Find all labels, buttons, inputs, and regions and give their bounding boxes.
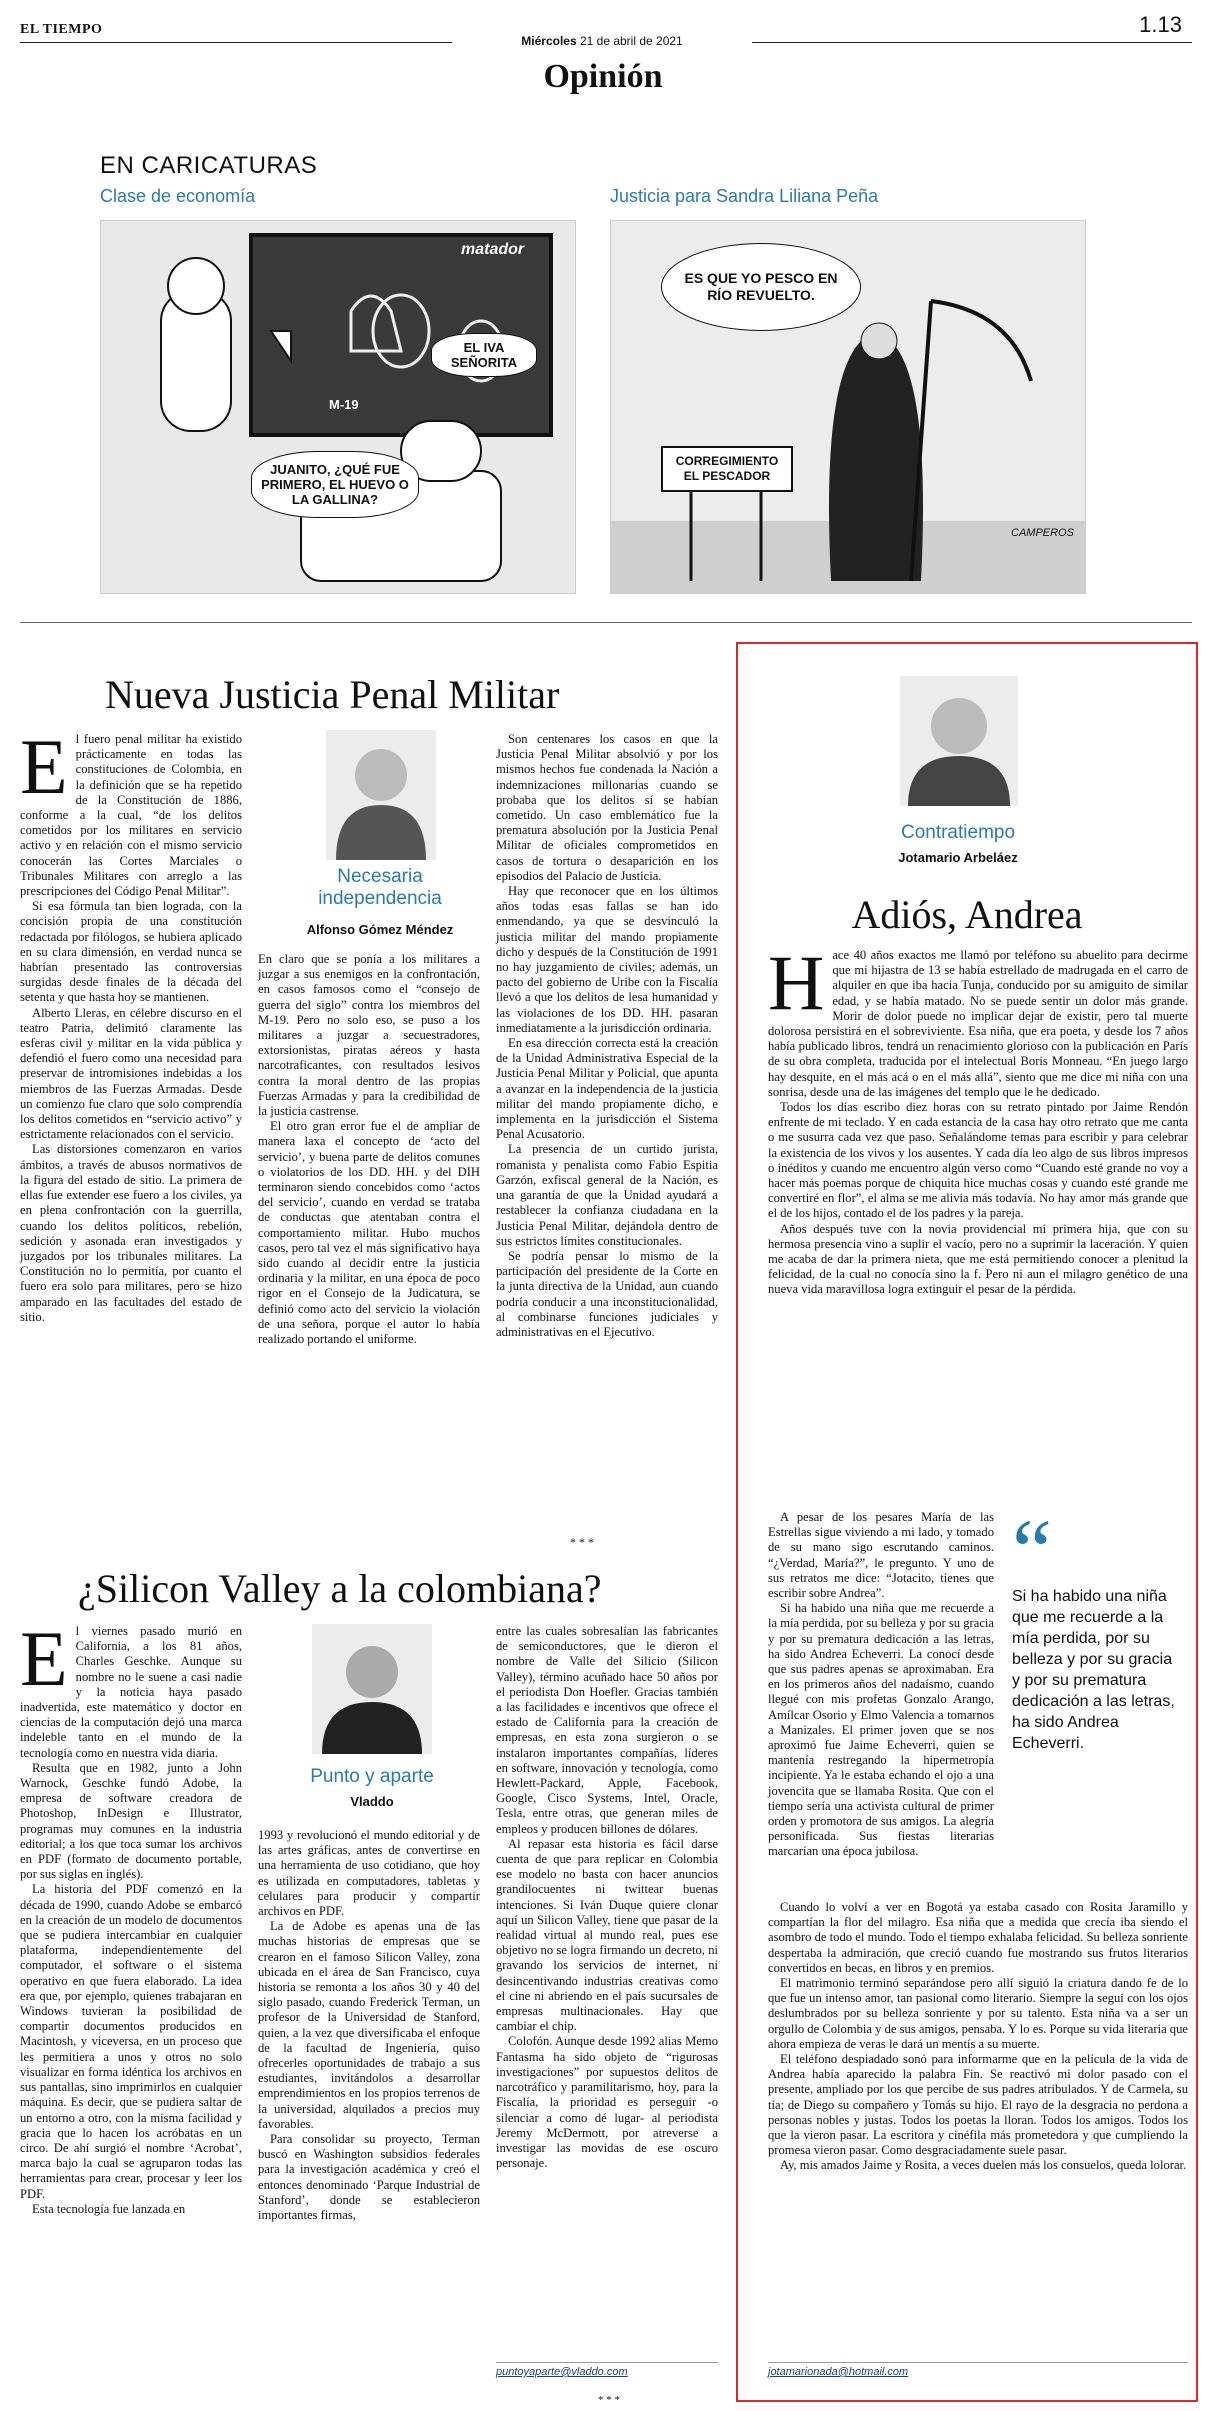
article3-pull-quote: Si ha habido una niña que me recuerde a la mía perdida, por su belleza y por su gracia y por su prematura dedicación a las letras, ha sido Andrea Echeverri. (1012, 1588, 1175, 1752)
article3-paragraph: Años después tuve con la novia providencial mi primera hija, que con su hermosa presencia vino a suplir el vacío, pero no a suprimir la laceración. Y quien me acaba de dar la primera nieta, que me está permitiendo conocer a plenitud la felicidad, de la cual no conocía sino la f. Pero ni aun el milagro genético de una nueva vida maravillosa logra extinguir el pesar de la pérdida. (768, 1221, 1188, 1297)
article1-paragraph: Hay que reconocer que en los últimos años todas esas fallas se han ido enmendando, ya que se desvinculó la justicia militar del mando propiamente dicho y después de la Constitución de 1991 no hay juzgamiento de civiles; además, un pacto del gobierno de Uribe con la Fiscalía llevó a que los delitos de lesa humanidad y las violaciones de los DD. HH. pasaran inmediatamente a la jurisdicción ordinaria. (496, 884, 718, 1035)
author-photo-vladdo-portrait (312, 1624, 432, 1754)
article3-paragraph: El teléfono despiadado sonó para informarme que en la película de la vida de Andrea había aparecido la palabra Fin. Se reactivó mi dolor pasado con el presente, ampliado por los que percibe de sus padres atribulados. Y de Carmela, su tía; de Diego su compañero y Tomás su hijo. El rayo de la desgracia no perdona a personas nobles y justas. Todos los poetas la lloran. Todos los amigos. Todos los que la vieron pasar. La escritora y cinéfila más prometedora y que cumpliendo la promesa vieron pasar. Como desgraciadamente suele pasar. (768, 2052, 1188, 2158)
article1-drop-cap: E (20, 723, 68, 810)
header-rule-left (20, 42, 452, 43)
cartoon-right[interactable] (610, 220, 1086, 594)
article1-paragraph: El otro gran error fue el de ampliar de manera laxa el concepto de ‘acto del servicio’, y buena parte de delitos comunes o violatorios de los DD. HH. y del DIH terminaron siendo concebidos como ‘actos del servicio’, cuando en verdad se trataba de conductas que atentaban contra el comportamiento militar. Hubo muchos casos, pero tal vez el más significativo haya sido cuando al decidir entre la justicia ordinaria y la militar, en una época de poco rigor en el Consejo de la Judicatura, se definió como acto del servicio la violación de una señora, porque el autor lo había realizado portando el uniforme. (258, 1119, 480, 1347)
article2-paragraph: Para consolidar su proyecto, Terman buscó en Washington subsidios federales para la investigación académica y creó el entonces denominado ‘Parque Industrial de Stanford’, donde se establecieron importantes firmas, (258, 2132, 480, 2223)
article1-paragraph: Se podría pensar lo mismo de la participación del presidente de la Corte en la junta directiva de la Unidad, aun cuando podría conducir a una inconstitucionalidad, al combinarse funciones judiciales y administrativas en el Ejecutivo. (496, 1248, 718, 1339)
article1-paragraph: En esa dirección correcta está la creación de la Unidad Administrativa Especial de la Justicia Penal Militar y Policial, que apunta a avanzar en la independencia de la justicia militar del mando propiamente dicho, e implementa en la jurisdicción el Sistema Penal Acusatorio. (496, 1036, 718, 1142)
cartoon-left-signature: matador (461, 241, 525, 258)
section-title: Opinión (543, 58, 663, 95)
masthead-brand[interactable]: EL TIEMPO (20, 22, 103, 37)
article2-email-link[interactable]: puntoyaparte@vladdo.com (496, 2366, 628, 2378)
caricaturas-divider (20, 622, 1192, 623)
article3-paragraph: Cuando lo volví a ver en Bogotá ya estaba casado con Rosita Jaramillo y compartían la flor del milagro. Esa niña que a medida que crecía iba siendo el asombro de todo el mundo. Todo el tiempo exhalaba felicidad. Su belleza sonriente despertaba la admiración, que creció cuando fue mostrando sus frutos literarios convertidos en becas, en libros y en premios. (768, 1900, 1188, 1975)
article2-drop-cap: E (20, 1615, 68, 1702)
article2-col2 (258, 1828, 480, 2223)
article3-paragraph: Si ha habido una niña que me recuerde a la mía perdida, por su belleza y por su gracia y por su prematura dedicación a las letras, ha sido Andrea Echeverri. La conocí desde que sus padres apenas se aproximaban. Era en los primeros años del nadaísmo, cuando llegué con mis profetas Gonzalo Arango, Amílcar Osorio y Elmo Valencia a tomarnos a Manizales. El primer joven que se nos aproximó fue Jaime Echeverri, quien se mantenía restregando la hipermetropía incipiente. Ya le estaba echando el ojo a una jovencita que se llamaba Rosita. Que con el tiempo sería una activista cultural de primer orden y promotora de sus amigos. La alegría personificada. Sus fiestas literarias marcarían una época jubilosa. (768, 1601, 994, 1859)
article2-paragraph: 1993 y revolucionó el mundo editorial y de las artes gráficas, antes de convertirse en una herramienta de uso cotidiano, que hoy es utilizada en computadores, tabletas y celulares para producir y compartir archivos en PDF. (258, 1828, 480, 1919)
article1-col3 (496, 732, 718, 1340)
author-photo-vladdo (312, 1624, 432, 1754)
article2-paragraph: Esta tecnología fue lanzada en (32, 2201, 186, 2216)
article1-paragraph: Las distorsiones comenzaron en varios ámbitos, a través de abusos normativos de la figura del estado de sitio. La primera de ellas fue extender ese fuero a los civiles, ya en plena confrontación con la guerrilla, cuando los delitos políticos, rebelión, sedición y asonada eran investigados y juzgados por los tribunales militares. La Constitución no lo permitía, por cuanto el fuero era solo para militares, pero se hizo amparado en las facultades del estado de sitio. (20, 1142, 242, 1324)
article2-paragraph: La historia del PDF comenzó en la década de 1990, cuando Adobe se embarcó en la creación de un modelo de documentos que se pudiera intercambiar en cualquier plataforma, independientemente del computador, el software o el sistema operativo en que fuera elaborado. La idea era que, por ejemplo, quienes trabajaran en Windows tuvieran la posibilidad de compartir documentos producidos en Macintosh, y viceversa, en un proceso que les permitiera a unos y otros no solo visualizar en forma idéntica los archivos en sus pantallas, sino imprimirlos en cualquier máquina. Es decir, que se pudiera saltar de un entorno a otro, con la misma facilidad y gracia que lo hacen los acróbatas en un circo. De ahí surgió el nombre ‘Acrobat’, marca bajo la cual se agruparon todas las herramientas para crear, procesar y leer los PDF. (20, 1882, 242, 2201)
article1-col2 (258, 952, 480, 1347)
article2-col1 (20, 1615, 242, 2217)
author-photo-jotamario-portrait (900, 676, 1018, 806)
article2-paragraph: Colofón. Aunque desde 1992 alias Memo Fantasma ha sido objeto de “rigurosas investigaciones” por supuestos delitos de narcotráfico y paramilitarismo, hoy, para la Fiscalía, la prioridad es perseguir -o silenciar a como dé lugar- al periodista Jeremy McDermott, por atreverse a investigar las movidas de ese oscuro personaje. (496, 2034, 718, 2171)
cartoon-left-speech: JUANITO, ¿QUÉ FUE PRIMERO, EL HUEVO O LA GALLINA? (251, 451, 419, 518)
author-photo-alfonso (326, 730, 436, 860)
article2-paragraph: La de Adobe es apenas una de las muchas historias de empresas que se crearon en el famoso Silicon Valley, zona ubicada en el área de San Francisco, cuya historia se remonta a los años 30 y 40 del siglo pasado, cuando Frederick Terman, un profesor de la Universidad de Stanford, quien, a la vez que diversificaba el enfoque de la facultad de Ingeniería, quiso ofrecerles oportunidades de trabajo a sus estudiantes, invitándolos a desarrollar emprendimientos en los propios terrenos de la universidad, alquilados a precios muy favorables. (258, 1919, 480, 2131)
cartoon-left[interactable] (100, 220, 576, 594)
cartoon-left-board-number: M-19 (329, 397, 359, 412)
article3-paragraph: ace 40 años exactos me llamó por teléfono su abuelito para decirme que mi hijastra de 13 se había estrellado de madrugada en el carro de alquiler en que iba hacia Tunja, conducido por su amiguito de similar edad, y se había matado. No se puede sentir un dolor más grande. Morir de dolor puede no implicar dejar de existir, pero tal muerte dolorosa persistirá en el sobreviviente. Esa niña, que era poeta, y desde los 7 años había publicado libros, tendrá un renacimiento glorioso con la publicación en París de su obra completa, traducida por el intelectual Boris Monneau. “En juego largo hay desquite, en el más acá o en el más allá”, siento que me dice mi niña con una sonrisa, desde una de las imágenes del templo que le he dedicado. (768, 948, 1188, 1099)
article1-author: Alfonso Gómez Méndez (306, 922, 454, 937)
article3-title[interactable]: Adiós, Andrea (851, 892, 1083, 937)
article3-author: Jotamario Arbeláez (898, 850, 1018, 865)
article1-col1 (20, 723, 242, 1325)
article3-quote-mark: “ (1012, 1502, 1052, 1601)
article3-column-tag: Contratiempo (900, 822, 1016, 843)
article2-col3 (496, 1624, 718, 2171)
article2-paragraph: Resulta que en 1982, junto a John Warnock, Geschke fundó Adobe, la empresa de software creadora de Photoshop, InDesign e Illustrator, programas muy comunes en la industria editorial; a los que toca sumar los archivos en PDF (formato de documento portable, por sus siglas en inglés). (20, 1760, 242, 1882)
header-rule-right (752, 42, 1192, 43)
article3-email-rule (768, 2362, 1188, 2363)
page-number: 1.13 (1139, 12, 1182, 37)
article2-paragraph: l viernes pasado murió en California, a los 81 años, Charles Geschke. Aunque su nombre no le suene a casi nadie y la noticia haya pasado inadvertida, este matemático y doctor en ciencias de la computación dejó una marca indeleble tanto en el mundo de la tecnología como en nuestra vida diaria. (20, 1624, 242, 1760)
article2-paragraph: Al repasar esta historia es fácil darse cuenta de que para replicar en Colombia ese modelo no basta con hacer anuncios grandilocuentes ni twittear buenas intenciones. Si Iván Duque quiere clonar aquí un Silicon Valley, tiene que pasar de la realidad virtual al mundo real, pues ese objetivo no se logra firmando un decreto, ni gravando los servicios de internet, ni desincentivando industrias creativas como el cine ni abriendo en el país sucursales de empresas multinacionales. Hay que cambiar el chip. (496, 1836, 718, 2034)
article1-paragraph: La presencia de un curtido jurista, romanista y penalista como Fabio Espitia Garzón, exfiscal general de la Nación, es una garantía de que la Unidad ayudará a restablecer la confianza ciudadana en la Justicia Penal Militar, dejándola dentro de sus estrictos límites constitucionales. (496, 1142, 718, 1248)
cartoon-left-title: Clase de economía (100, 186, 256, 206)
author-photo-jotamario (900, 676, 1018, 806)
cartoon-right-title: Justicia para Sandra Liliana Peña (610, 186, 879, 206)
header-date-day: Miércoles (521, 34, 577, 48)
article3-drop-cap: H (768, 939, 825, 1026)
article1-paragraph: l fuero penal militar ha existido prácticamente en todas las constituciones de Colombia, en la definición que se ha repetido de la Constitución de 1886, conforme a la cual, “de los delitos cometidos por los militares en servicio activo y en relación con el mismo servicio conocerán las Cortes Marciales o Tribunales Militares con arreglo a las prescripciones del Código Penal Militar”. (20, 732, 242, 899)
author-photo-alfonso-portrait (326, 730, 436, 860)
article1-paragraph: Si esa fórmula tan bien lograda, con la concisión propia de una constitución redactada por filólogos, se hubiera aplicado en su clara dimensión, en verdad nunca se habrían presentado las controversias surgidas desde finales de la década del setenta y que hasta hoy se mantienen. (20, 899, 242, 1005)
cartoon-right-sign: CORREGIMIENTO EL PESCADOR (661, 446, 793, 492)
article2-email-rule (496, 2362, 718, 2363)
article1-title[interactable]: Nueva Justicia Penal Militar (105, 672, 560, 717)
article3-email-link[interactable]: jotamarionada@hotmail.com (768, 2366, 909, 2378)
article1-ornament: * * * (570, 1535, 594, 1549)
header-date-rest: 21 de abril de 2021 (579, 34, 683, 48)
article2-ornament: * * * (598, 2394, 620, 2406)
caricaturas-heading: EN CARICATURAS (100, 152, 318, 179)
article2-author: Vladdo (350, 1794, 394, 1809)
article2-title[interactable]: ¿Silicon Valley a la colombiana? (78, 1566, 602, 1611)
cartoon-right-speech: ES QUE YO PESCO EN RÍO REVUELTO. (661, 243, 861, 331)
article1-paragraph: Son centenares los casos en que la Justicia Penal Militar absolvió y por los mismos hechos fue condenada la Nación a indemnizaciones millonarias cuando se probaba que los delitos sí se habían cometido. Un caso emblemático fue la prematura absolución por la Justicia Penal Militar de oficiales comprometidos en casos de tortura o desaparición en los episodios del Palacio de Justicia. (496, 732, 718, 883)
article3-paragraph: Todos los días escribo diez horas con su retrato pintado por Jaime Rendón enfrente de mi teclado. Y en cada estancia de la casa hay otro retrato que me canta o me susurra cada vez que paso. Señalándome temas para escribir y para celebrar la existencia de los vivos y los ausentes. Y cada día leo algo de sus libros impresos o inéditos y cuando me encuentro algún verso como “Cuando esté grande no voy a hacer más poemas porque de chiquita hice muchas cosas y cuando esté grande me convertiré en flor”, el alma se me alivia más todavía. No hay amor más grande que el de los hijos, contado el de los padres y la pareja. (768, 1100, 1188, 1221)
article3-body-narrow (768, 1510, 994, 1860)
article3-paragraph: El matrimonio terminó separándose pero allí siguió la criatura dando fe de lo que fue un intenso amor, tan pasional como literario. Siempre la seguí con los ojos deslumbrados por su belleza sonriente y por su talento. Esta niña va a ser un orgullo de Colombia y de sus amigos, pensaba. Y lo es. Porque su vida literaria que ahora empieza de veras le dará un mentís a su muerte. (768, 1976, 1188, 2051)
article3-body-lower (768, 1900, 1188, 2174)
article2-paragraph: entre las cuales sobresalían las fabricantes de semiconductores, que le dieron el nombre de Valle del Silicio (Silicon Valley), término acuñado hace 50 años por el periodista Don Hoefler. Gracias también a las facilidades e incentivos que ofrece el estado de California para la creación de empresas, en esta zona surgieron o se instalaron importantes compañías, líderes en software, innovación y tecnología, como Hewlett-Packard, Apple, Facebook, Google, Cisco Systems, Intel, Oracle, Tesla, entre otras, que generan miles de empleos y producen billones de dólares. (496, 1624, 718, 1836)
cartoon-left-answer: EL IVA SEÑORITA (431, 333, 537, 377)
cartoon-right-signature: CAMPEROS (1011, 527, 1074, 539)
article3-paragraph: Ay, mis amados Jaime y Rosita, a veces duelen más los consuelos, queda lolorar. (780, 2158, 1187, 2173)
article3-paragraph: A pesar de los pesares María de las Estrellas sigue viviendo a mi lado, y tomado de su mano sigo escrutando caminos. “¿Verdad, María?”, le pregunto. Y uno de sus retratos me dice: “Jotacito, tienes que escribir sobre Andrea”. (768, 1510, 994, 1601)
article1-column-tag: Necesaria independencia (318, 866, 442, 909)
article1-paragraph: Alberto Lleras, en célebre discurso en el teatro Patria, delimitó claramente las esferas civil y militar en la vida pública y defendió el fuero como una necesidad para preservar de intromisiones indebidas a los miembros de las Fuerzas Armadas. Desde un comienzo fue claro que solo comprendía los delitos cometidos en “servicio activo” y estrictamente relacionados con el servicio. (20, 1005, 242, 1142)
header-date (452, 34, 752, 48)
article2-column-tag: Punto y aparte (310, 1766, 434, 1787)
article3-body (768, 939, 1188, 1298)
article1-paragraph: En claro que se ponía a los militares a juzgar a sus enemigos en la confrontación, en casos famosos como el “consejo de guerra del siglo” contra los miembros del M-19. Pero no solo eso, se puso a los militares a juzgar a secuestradores, extorsionistas, piratas aéreos y hasta narcotraficantes, con resultados lesivos contra la moral dentro de las propias Fuerzas Armadas y para la credibilidad de la justicia castrense. (258, 952, 480, 1119)
